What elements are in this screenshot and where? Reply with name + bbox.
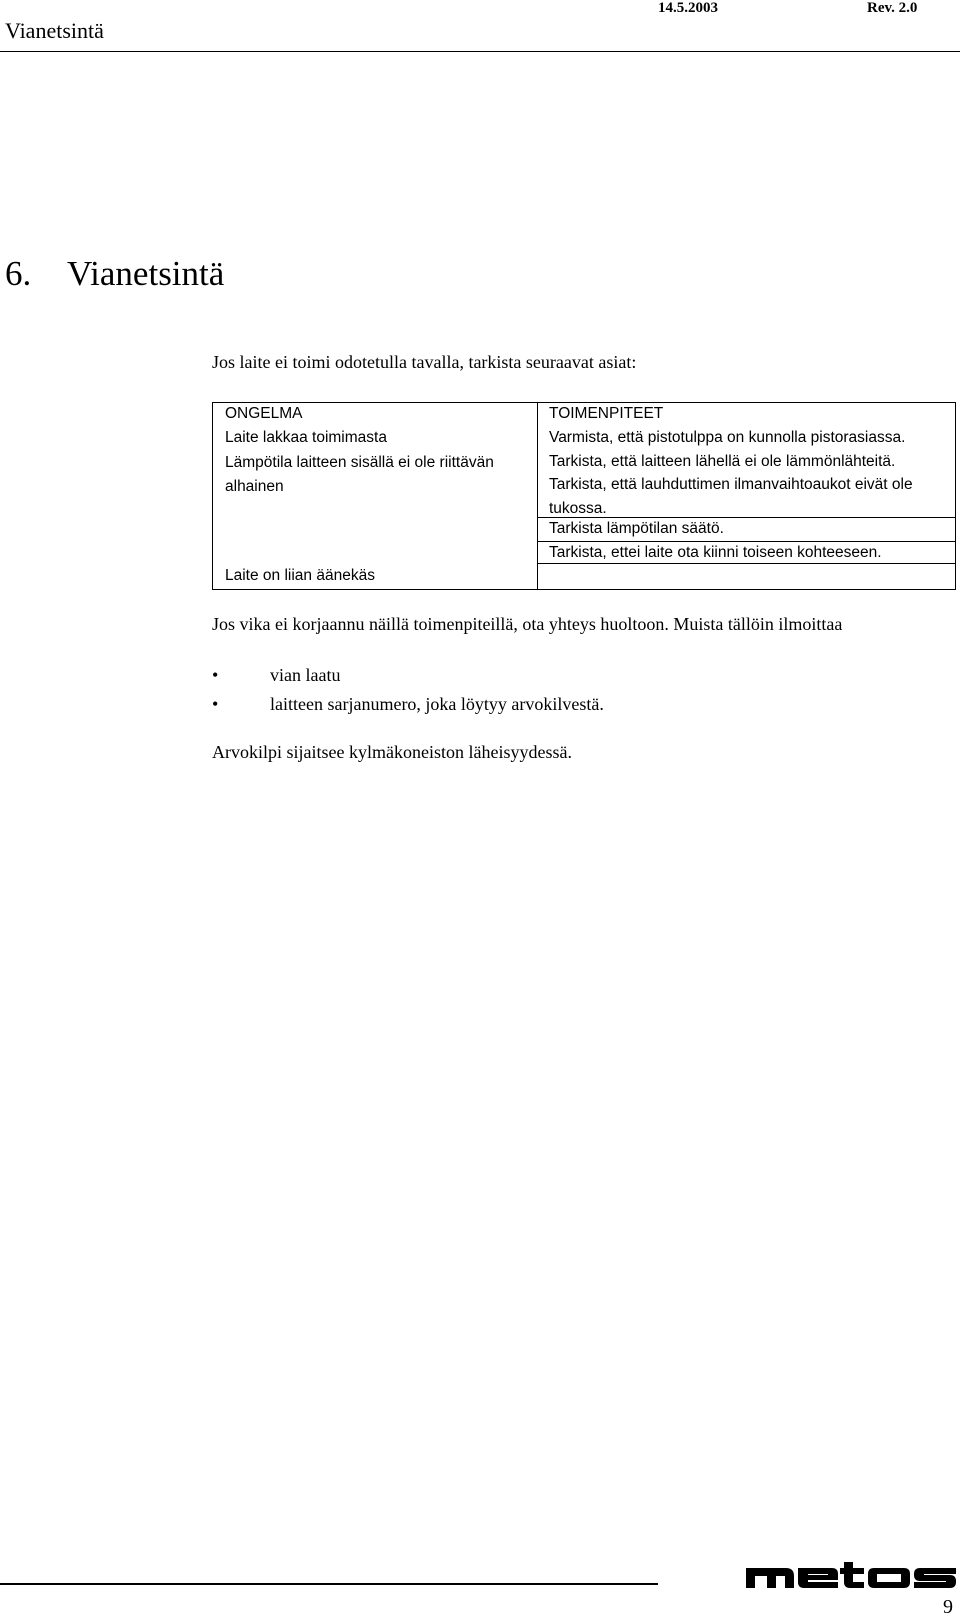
note-text: Arvokilpi sijaitsee kylmäkoneiston läheisyydessä. — [212, 742, 572, 762]
section-title-text: Vianetsintä — [67, 254, 225, 293]
bullet-marker: • — [212, 694, 219, 714]
table-column-divider — [537, 403, 538, 589]
table-header-problem: ONGELMA — [225, 405, 303, 422]
troubleshooting-table — [212, 402, 956, 590]
header-date: 14.5.2003 — [658, 0, 718, 16]
footer-divider — [0, 1583, 658, 1585]
table-cell-problem: Lämpötila laitteen sisällä ei ole riittävän alhainen — [225, 454, 494, 495]
section-title — [5, 254, 224, 294]
page-number: 9 — [943, 1596, 953, 1618]
header-title: Vianetsintä — [5, 18, 104, 43]
table-cell-action: Varmista, että pistotulppa on kunnolla pistorasiassa. — [549, 429, 906, 446]
bullet-marker: • — [212, 665, 219, 685]
bullet-item: vian laatu — [270, 665, 341, 685]
intro-text: Jos laite ei toimi odotetulla tavalla, tarkista seuraavat asiat: — [212, 352, 637, 372]
metos-logo — [746, 1562, 956, 1598]
followup-text: Jos vika ei korjaannu näillä toimenpiteillä, ota yhteys huoltoon. Muista tällöin ilmoittaa — [212, 614, 843, 634]
table-cell-problem: Laite on liian äänekäs — [225, 567, 375, 584]
table-header-actions: TOIMENPITEET — [549, 405, 664, 422]
table-cell-action: Tarkista lämpötilan säätö. — [549, 520, 724, 537]
section-number: 6. — [5, 254, 32, 293]
header-divider — [0, 51, 960, 52]
table-cell-problem: Laite lakkaa toimimasta — [225, 429, 387, 446]
table-cell-action: Tarkista, että laitteen lähellä ei ole lämmönlähteitä. — [549, 453, 896, 470]
table-cell-action: Tarkista, ettei laite ota kiinni toiseen kohteeseen. — [549, 544, 882, 561]
header-revision: Rev. 2.0 — [867, 0, 918, 16]
table-cell-action: Tarkista, että lauhduttimen ilmanvaihtoaukot eivät ole tukossa. — [549, 476, 913, 517]
bullet-item: laitteen sarjanumero, joka löytyy arvokilvestä. — [270, 694, 604, 714]
